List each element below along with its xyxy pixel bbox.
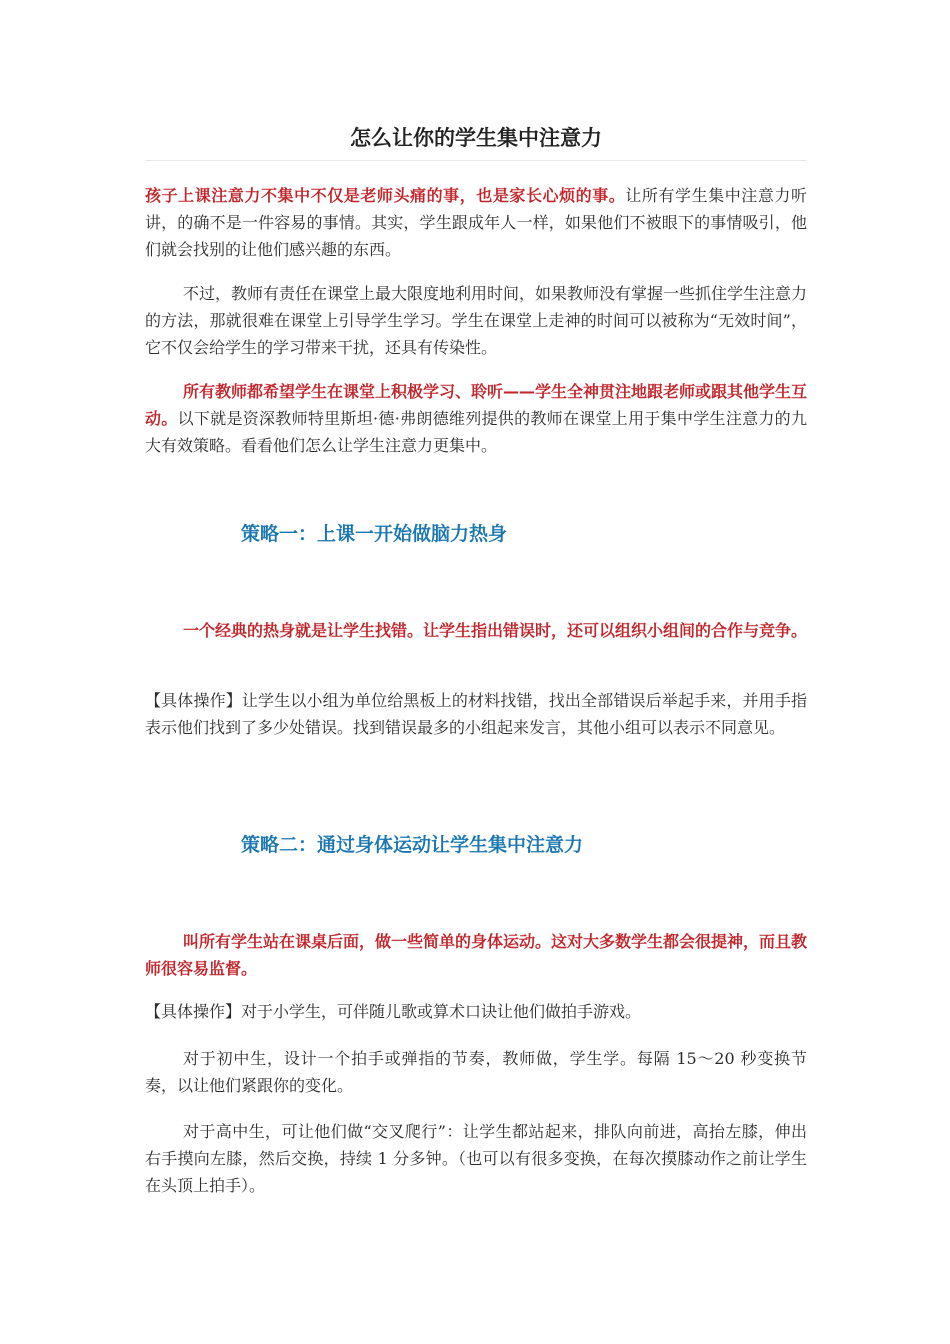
paragraph-3-highlight: 所有教师都希望学生在课堂上积极学习、聆听——学生全神贯注地跟老师或跟其他学生互动。	[145, 382, 808, 428]
paragraph-3	[145, 378, 807, 459]
paragraph-2: 不过，教师有责任在课堂上最大限度地利用时间，如果教师没有掌握一些抓住学生注意力的方法，那就很难在课堂上引导学生学习。学生在课堂上走神的时间可以被称为“无效时间”，它不仅会给学生的学习带来干扰，还具有传染性。	[145, 284, 808, 357]
strategy-2-high-school: 对于高中生，可让他们做“交叉爬行”：让学生都站起来，排队向前进，高抬左膝，伸出右手摸向左膝，然后交换，持续 1 分多钟。（也可以有很多变换，在每次摸膝动作之前让学生在头顶上拍手）。	[145, 1122, 807, 1195]
strategy-1-highlight: 一个经典的热身就是让学生找错。让学生指出错误时，还可以组织小组间的合作与竞争。	[183, 621, 808, 640]
strategy-2-highlight: 叫所有学生站在课桌后面，做一些简单的身体运动。这对大多数学生都会很提神，而且教师很容易监督。	[145, 932, 808, 978]
page-title: 怎么让你的学生集中注意力	[350, 126, 602, 150]
strategy-1-operation: 【具体操作】让学生以小组为单位给黑板上的材料找错，找出全部错误后举起手来，并用手指表示他们找到了多少处错误。找到错误最多的小组起来发言，其他小组可以表示不同意见。	[145, 691, 807, 737]
strategy-2-operation: 【具体操作】对于小学生，可伴随儿歌或算术口诀让他们做拍手游戏。	[145, 1002, 642, 1021]
intro-text: 让所有学生集中注意力听讲，的确不是一件容易的事情。其实，学生跟成年人一样，如果他们不被眼下的事情吸引，他们就会找别的让他们感兴趣的东西。	[145, 186, 807, 259]
strategy-2-middle-school: 对于初中生，设计一个拍手或弹指的节奏，教师做，学生学。每隔 15～20 秒变换节奏，以让他们紧跟你的变化。	[145, 1049, 807, 1095]
intro-paragraph	[145, 182, 807, 263]
intro-highlight: 孩子上课注意力不集中不仅是老师头痛的事，也是家长心烦的事。	[145, 186, 626, 205]
title-divider	[145, 160, 807, 161]
strategy-2-heading: 策略二：通过身体运动让学生集中注意力	[241, 834, 584, 856]
paragraph-3-text: 以下就是资深教师特里斯坦·德·弗朗德维列提供的教师在课堂上用于集中学生注意力的九大有效策略。看看他们怎么让学生注意力更集中。	[145, 409, 807, 455]
strategy-1-heading: 策略一：上课一开始做脑力热身	[241, 523, 508, 545]
